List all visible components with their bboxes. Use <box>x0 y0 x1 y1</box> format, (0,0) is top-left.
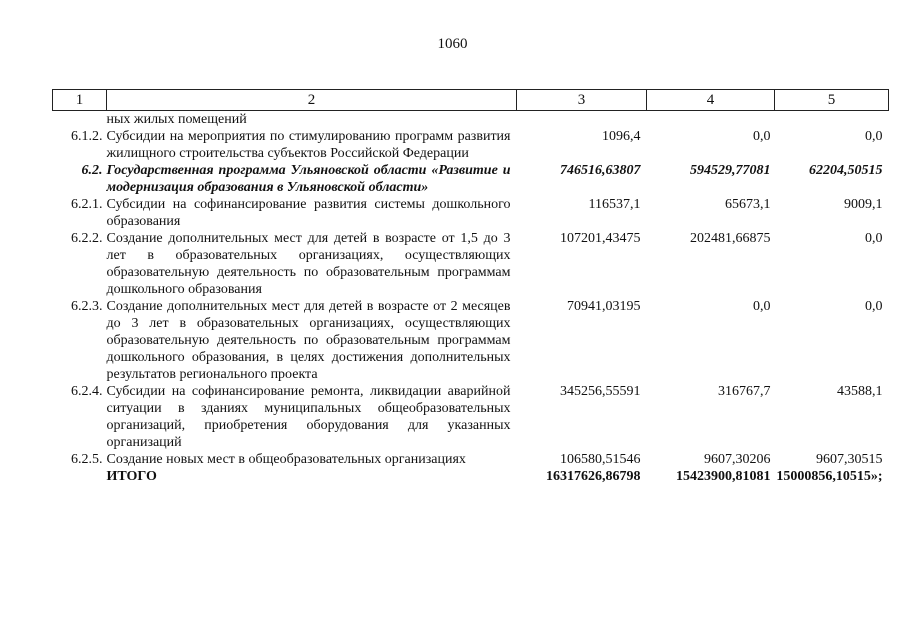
value-col-3: 107201,43475 <box>560 231 641 246</box>
value-col-4: 0,0 <box>753 129 771 144</box>
value-col-3 <box>517 111 647 129</box>
value-col-5: 43588,1 <box>837 384 883 399</box>
row-number: 6.1.2. <box>71 129 103 144</box>
value-col-3: 70941,03195 <box>567 299 641 314</box>
row-number <box>53 111 107 129</box>
column-header: 2 <box>107 90 517 111</box>
row-description: Субсидии на софинансирование развития системы дошкольного образования <box>106 197 511 229</box>
value-col-5: 9607,30515 <box>816 452 883 467</box>
row-number: 6.2.4. <box>71 384 103 399</box>
value-col-3: 116537,1 <box>588 197 641 212</box>
column-header: 5 <box>775 90 889 111</box>
value-col-3: 1096,4 <box>602 129 641 144</box>
value-col-4: 0,0 <box>753 299 771 314</box>
total-row <box>53 468 889 485</box>
row-description: Создание дополнительных мест для детей в возрасте от 1,5 до 3 лет в образовательных организациях, осуществляющих образовательную деятельность по образовательным программам дошкольного образования <box>106 231 511 297</box>
table-row <box>53 162 889 196</box>
value-col-4: 594529,77081 <box>690 163 771 178</box>
row-description: ных жилых помещений <box>106 112 247 127</box>
value-col-4: 65673,1 <box>725 197 771 212</box>
row-description: Субсидии на мероприятия по стимулированию программ развития жилищного строительства субъектов Российской Федерации <box>106 129 511 161</box>
row-number: 6.2. <box>81 163 103 178</box>
table-row <box>53 196 889 230</box>
column-header: 3 <box>517 90 647 111</box>
table-row <box>53 451 889 468</box>
value-col-5: 0,0 <box>865 231 883 246</box>
value-col-5: 0,0 <box>865 299 883 314</box>
value-col-3: 746516,63807 <box>560 163 641 178</box>
table-row <box>53 111 889 129</box>
value-col-3: 16317626,86798 <box>546 469 641 484</box>
table-row <box>53 128 889 162</box>
value-col-3: 106580,51546 <box>560 452 641 467</box>
table-body <box>53 111 889 486</box>
row-description: Создание новых мест в общеобразовательных организациях <box>106 452 466 467</box>
table-row <box>53 230 889 298</box>
value-col-4: 15423900,81081 <box>676 469 771 484</box>
row-number <box>53 468 107 485</box>
column-number-row <box>53 90 889 111</box>
row-description: Субсидии на софинансирование ремонта, ликвидации аварийной ситуации в зданиях муниципальных общеобразовательных организаций, приобретения оборудования для указанных организаций <box>106 384 511 450</box>
column-header: 4 <box>647 90 775 111</box>
value-col-5: 15000856,10515»; <box>776 469 883 484</box>
row-number: 6.2.3. <box>71 299 103 314</box>
value-col-5: 0,0 <box>865 129 883 144</box>
table-row <box>53 383 889 451</box>
row-description: ИТОГО <box>106 469 157 484</box>
value-col-4: 9607,30206 <box>704 452 771 467</box>
budget-table <box>52 89 889 485</box>
column-header: 1 <box>53 90 107 111</box>
row-description: Государственная программа Ульяновской области «Развитие и модернизация образования в Ульяновской области» <box>106 163 511 195</box>
row-description: Создание дополнительных мест для детей в возрасте от 2 месяцев до 3 лет в образовательных организациях, осуществляющих образовательную деятельность по образовательным программам дошкольного образования, в целях достижения дополнительных результатов регионального проекта <box>106 299 511 382</box>
value-col-5: 62204,50515 <box>809 163 883 178</box>
value-col-5 <box>775 111 889 129</box>
row-number: 6.2.2. <box>71 231 103 246</box>
row-number: 6.2.1. <box>71 197 103 212</box>
value-col-3: 345256,55591 <box>560 384 641 399</box>
page-number: 1060 <box>437 36 468 52</box>
row-number: 6.2.5. <box>71 452 103 467</box>
value-col-4: 202481,66875 <box>690 231 771 246</box>
value-col-4 <box>647 111 775 129</box>
table-row <box>53 298 889 383</box>
value-col-5: 9009,1 <box>844 197 883 212</box>
value-col-4: 316767,7 <box>718 384 771 399</box>
